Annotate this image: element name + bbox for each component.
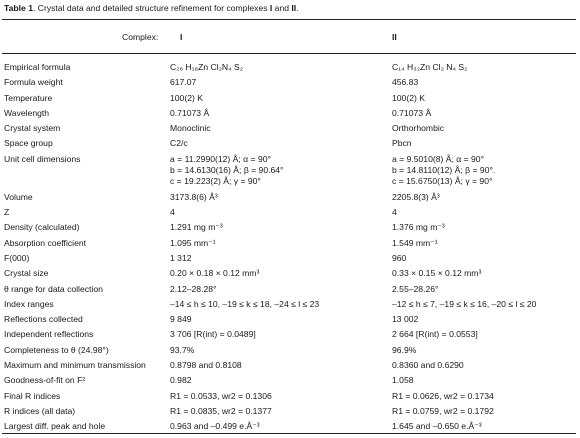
row-value-complex-1: 4 [170, 207, 175, 218]
row-value-complex-2: 1.549 mm⁻¹ [392, 237, 438, 248]
row-value-complex-2: C₁₄ H₃₂Zn Cl₂ N₄ S₂ [392, 62, 468, 72]
row-value-complex-1: 3 706 [R(int) = 0.0489] [170, 329, 256, 340]
table-row [0, 345, 580, 360]
caption-text: . Crystal data and detailed structure refinement for complexes [32, 3, 270, 13]
row-value-complex-1: 9 849 [170, 314, 192, 325]
row-value-complex-2: 4 [392, 207, 397, 218]
row-label: Independent reflections [4, 329, 94, 340]
table-number: Table 1 [4, 3, 33, 13]
row-value-complex-2: 13 002 [392, 314, 419, 325]
row-label: Empirical formula [4, 62, 71, 72]
row-value-complex-1: 1 312 [170, 252, 192, 263]
row-label: Volume [4, 191, 33, 202]
top-rule [2, 19, 576, 20]
row-value-complex-1: R1 = 0.0835, wr2 = 0.1377 [170, 405, 272, 416]
table-row [0, 284, 580, 299]
row-label: Temperature [4, 92, 53, 103]
row-label: Density (calculated) [4, 222, 80, 233]
row-value-complex-2: Pbcn [392, 138, 412, 149]
row-value-complex-1: 1.291 mg m⁻³ [170, 222, 223, 233]
row-value-complex-2: 0.33 × 0.15 × 0.12 mm³ [392, 268, 482, 279]
row-value-complex-2: R1 = 0.0626, wr2 = 0.1734 [392, 390, 494, 401]
row-label: Reflections collected [4, 314, 83, 325]
table-caption [4, 3, 299, 13]
table-row [0, 207, 580, 222]
row-value-complex-1: C₂₆ H₁₈Zn Cl₂N₄ S₂ [170, 62, 244, 72]
row-value-complex-2: 0.8360 and 0.6290 [392, 360, 464, 371]
row-value-complex-2: 1.058 [392, 375, 414, 386]
row-value-complex-1: 93.7% [170, 344, 195, 355]
row-label: Formula weight [4, 77, 63, 88]
row-label: Final R indices [4, 390, 61, 401]
table-row [0, 421, 580, 436]
row-value-complex-2: R1 = 0.0759, wr2 = 0.1792 [392, 405, 494, 416]
row-value-complex-1: R1 = 0.0533, wr2 = 0.1306 [170, 390, 272, 401]
row-value-complex-2: 2 664 [R(int) = 0.0553] [392, 329, 478, 340]
row-value-complex-2: 96.9% [392, 344, 417, 355]
row-value-complex-2: 2.55–28.26° [392, 283, 439, 294]
table-row [0, 360, 580, 375]
row-value-complex-2: 1.645 and –0.650 e.Å⁻³ [392, 421, 482, 432]
table-row [0, 93, 580, 108]
row-label: Crystal system [4, 123, 61, 134]
table-row [0, 299, 580, 314]
row-label: Unit cell dimensions [4, 153, 81, 164]
row-label: Space group [4, 138, 53, 149]
header-column-1: I [180, 32, 183, 42]
row-value-complex-1: 2.12–28.28° [170, 283, 217, 294]
table-row [0, 391, 580, 406]
row-value-complex-1: 617.07 [170, 77, 197, 88]
table-row [0, 123, 580, 138]
caption-complex-2: II [291, 3, 297, 13]
row-label: Crystal size [4, 268, 49, 279]
row-value-complex-1: C2/c [170, 138, 188, 149]
header-complex-label: Complex: [122, 32, 159, 42]
caption-and: and [272, 3, 292, 13]
row-label: Wavelength [4, 107, 50, 118]
row-value-complex-2: 1.376 mg m⁻³ [392, 222, 445, 233]
table-row [0, 138, 580, 153]
table-row [0, 154, 580, 192]
row-value-complex-1: 3173.8(6) Å³ [170, 191, 218, 202]
table-row [0, 238, 580, 253]
row-label: Absorption coefficient [4, 237, 87, 248]
row-label: R indices (all data) [4, 405, 76, 416]
caption-complex-1: I [269, 3, 273, 13]
row-value-complex-2: 2205.8(3) Å³ [392, 191, 440, 202]
table-row [0, 222, 580, 237]
row-value-complex-1: 0.71073 Å [170, 107, 210, 118]
bottom-rule [2, 433, 576, 434]
row-value-complex-2: 100(2) K [392, 92, 425, 103]
row-value-complex-1: a = 11.2990(12) Å; α = 90° b = 14.6130(16) Å; β = 90.64° c = 19.223(2) Å; γ = 90° [170, 153, 284, 186]
row-value-complex-1: 0.982 [170, 375, 192, 386]
row-value-complex-1: 1.095 mm⁻¹ [170, 237, 216, 248]
row-value-complex-1: Monoclinic [170, 123, 211, 134]
row-value-complex-2: 456.83 [392, 77, 419, 88]
row-label: Index ranges [4, 298, 54, 309]
table-row [0, 406, 580, 421]
caption-end: . [296, 3, 299, 13]
row-value-complex-2: –12 ≤ h ≤ 7, –19 ≤ k ≤ 16, –20 ≤ l ≤ 20 [392, 298, 537, 309]
row-value-complex-2: 0.71073 Å [392, 107, 432, 118]
table-row [0, 314, 580, 329]
row-value-complex-1: 0.963 and –0.499 e.Å⁻³ [170, 421, 260, 432]
row-value-complex-1: 0.8798 and 0.8108 [170, 360, 242, 371]
header-rule [2, 53, 576, 54]
table-row [0, 108, 580, 123]
table-row [0, 77, 580, 92]
row-value-complex-2: 960 [392, 252, 407, 263]
row-label: Z [4, 207, 10, 218]
row-label: θ range for data collection [4, 283, 103, 294]
header-column-2: II [392, 32, 397, 42]
table-row [0, 253, 580, 268]
table-row [0, 62, 580, 77]
row-value-complex-2: Orthorhombic [392, 123, 445, 134]
row-value-complex-1: –14 ≤ h ≤ 10, –19 ≤ k ≤ 18, –24 ≤ l ≤ 23 [170, 298, 320, 309]
row-value-complex-2: a = 9.5010(8) Å; α = 90° b = 14.8110(12) Å; β = 90°. c = 15.6750(13) Å; γ = 90° [392, 153, 496, 186]
table-row [0, 268, 580, 283]
row-label: Goodness-of-fit on F² [4, 375, 86, 386]
table-row [0, 375, 580, 390]
row-value-complex-1: 0.20 × 0.18 × 0.12 mm³ [170, 268, 260, 279]
table-row [0, 192, 580, 207]
row-label: Completeness to θ (24.98°) [4, 344, 109, 355]
row-label: Largest diff. peak and hole [4, 421, 106, 432]
row-label: F(000) [4, 252, 30, 263]
table-body [0, 62, 580, 437]
row-label: Maximum and minimum transmission [4, 360, 146, 371]
table-row [0, 329, 580, 344]
row-value-complex-1: 100(2) K [170, 92, 203, 103]
